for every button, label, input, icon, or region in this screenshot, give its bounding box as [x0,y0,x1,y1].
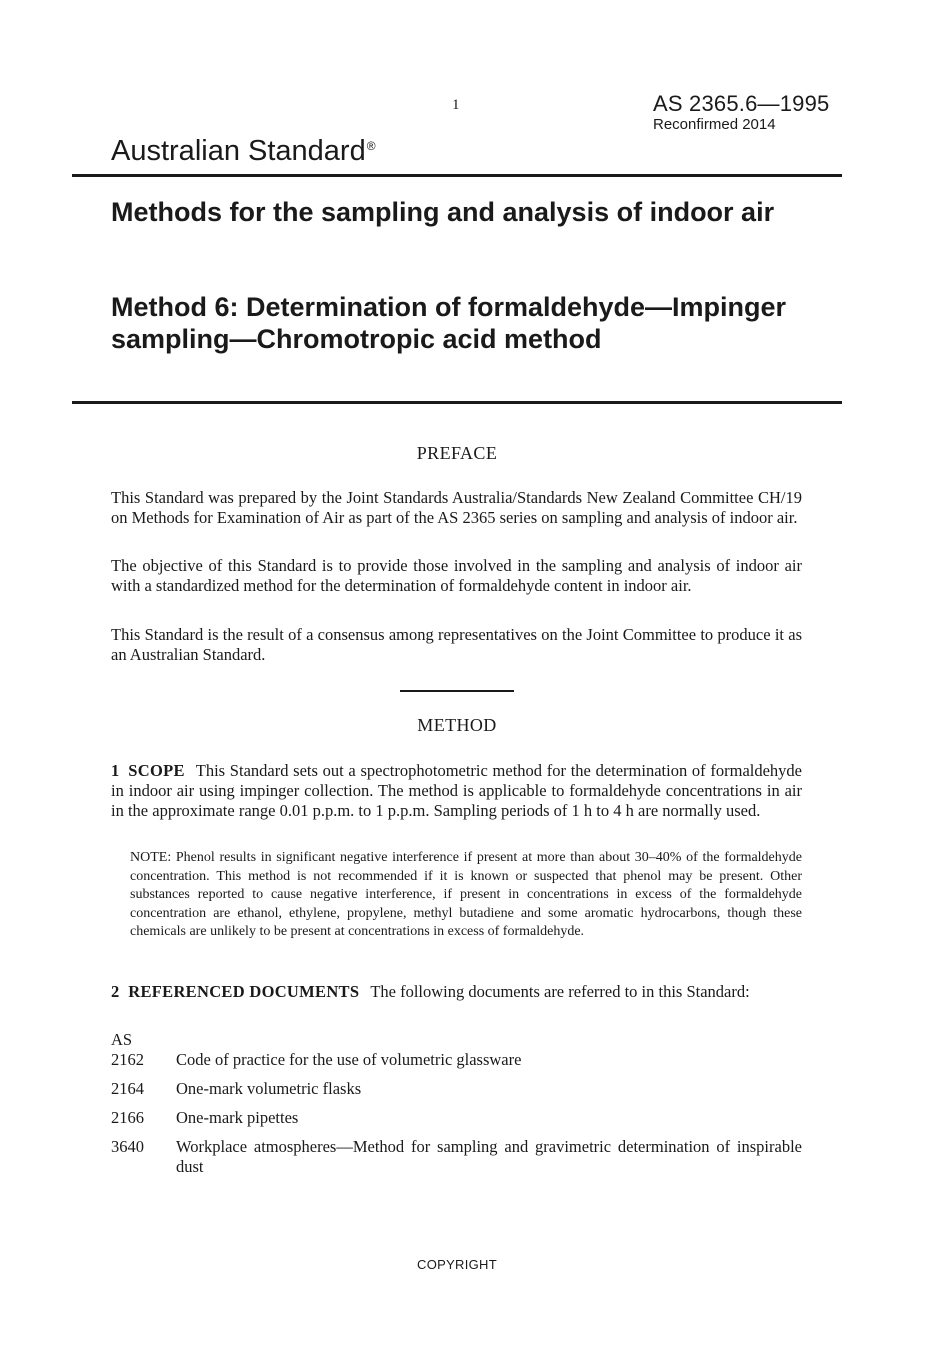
standard-number: AS 2365.6—1995 [653,91,830,116]
reference-code: 2166 [111,1108,144,1127]
series-name [111,135,376,168]
registered-mark: ® [366,139,376,153]
referenced-documents-clause [111,982,802,1002]
section-divider [400,690,514,692]
reference-item [111,1137,802,1177]
scope-clause [111,761,802,821]
clause-title: REFERENCED DOCUMENTS [128,982,360,1001]
preface-paragraph: The objective of this Standard is to provide those involved in the sampling and analysis of indoor air with a standardized method for the determination of formaldehyde content in indoor air. [111,556,802,595]
preface-paragraph: This Standard was prepared by the Joint Standards Australia/Standards New Zealand Committee CH/19 on Methods for Examination of Air as part of the AS 2365 series on sampling and analysis of indoor air. [111,488,802,527]
series-name-text: Australian Standard [111,135,366,167]
reference-title: Code of practice for the use of volumetric glassware [176,1050,522,1069]
title-bottom-rule [72,401,842,404]
scope-note: NOTE: Phenol results in significant negative interference if present at more than about 30–40% of the formaldehyde concentration. This method is not recommended if it is known or suspected that phenol may be present. Other substances reported to cause negative interference, if present in concentrations in excess of the formaldehyde concentration are ethanol, ethylene, propylene, methyl butadiene and some aromatic hydrocarbons, though these chemicals are unlikely to be present at concentrations in excess of formaldehyde. [130,850,802,939]
clause-title: SCOPE [128,761,185,780]
preface-paragraph: This Standard is the result of a consensus among representatives on the Joint Committee to produce it as an Australian Standard. [111,625,802,664]
document-title: Methods for the sampling and analysis of indoor air [111,197,775,227]
preface-heading: PREFACE [416,443,498,463]
reference-code: 3640 [111,1137,144,1156]
clause-text: This Standard sets out a spectrophotometric method for the determination of formaldehyde in indoor air using impinger collection. The method is applicable to formaldehyde concentrations in air in the approximate range 0.01 p.p.m. to 1 p.p.m. Sampling periods of 1 h to 4 h are normally used. [111,761,802,820]
reference-title: One-mark pipettes [176,1108,299,1127]
reference-title: One-mark volumetric flasks [176,1079,362,1098]
top-rule [72,174,842,177]
clause-number: 2 [111,982,120,1001]
clause-text: The following documents are referred to in this Standard: [370,982,750,1001]
reference-series-prefix: AS [111,1030,133,1049]
reference-code: 2162 [111,1050,144,1069]
clause-number: 1 [111,761,120,780]
page-number: 1 [452,97,460,113]
reference-title: Workplace atmospheres—Method for sampling and gravimetric determination of inspirable dust [176,1137,802,1176]
method-title: Method 6: Determination of formaldehyde—Impinger sampling—Chromotropic acid method [111,292,787,354]
copyright-notice: COPYRIGHT [417,1257,497,1272]
method-heading: METHOD [417,715,497,735]
reference-code: 2164 [111,1079,144,1098]
reconfirmed-date: Reconfirmed 2014 [653,116,776,133]
